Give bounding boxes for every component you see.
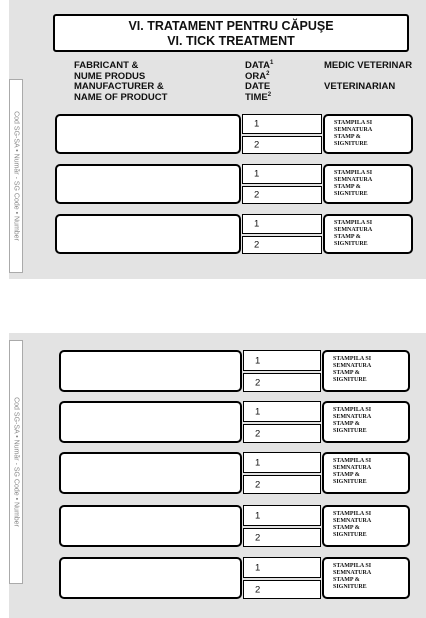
stamp-signature-label: STAMPILA SI bbox=[334, 220, 373, 226]
stamp-signature-label: STAMPILA SI bbox=[333, 407, 372, 413]
date-time-header-line bbox=[245, 93, 273, 104]
manufacturer-header-line: FABRICANT & bbox=[74, 60, 139, 71]
product-name-field[interactable] bbox=[59, 557, 242, 599]
side-code-strip bbox=[9, 79, 23, 273]
product-name-field[interactable] bbox=[55, 114, 241, 154]
stamp-signature-label: SEMNATURA bbox=[333, 414, 372, 420]
manufacturer-header-line: NUME PRODUS bbox=[74, 70, 146, 82]
stamp-signature-label: STAMP & bbox=[333, 370, 360, 376]
date-field-label: 1 bbox=[254, 218, 260, 230]
time-field[interactable] bbox=[243, 424, 321, 443]
date-field[interactable] bbox=[242, 114, 322, 134]
date-time-header-text: TIME bbox=[245, 91, 268, 103]
date-field-label: 1 bbox=[254, 118, 260, 130]
date-field-label: 1 bbox=[255, 562, 261, 573]
time-field-label: 2 bbox=[255, 532, 261, 543]
stamp-signature-label: SIGNITURE bbox=[333, 584, 367, 590]
stamp-signature-label: SIGNITURE bbox=[333, 377, 367, 383]
time-field[interactable] bbox=[243, 475, 321, 494]
stamp-signature-label: STAMP & bbox=[333, 421, 360, 427]
stamp-signature-label: STAMPILA SI bbox=[333, 511, 372, 517]
stamp-signature-field[interactable] bbox=[323, 114, 413, 154]
stamp-signature-field[interactable] bbox=[323, 214, 413, 254]
time-field-label: 2 bbox=[255, 584, 261, 595]
footnote-marker: 2 bbox=[266, 70, 270, 77]
time-field[interactable] bbox=[243, 373, 321, 392]
stamp-signature-label: STAMP & bbox=[333, 472, 360, 478]
footnote-marker: 2 bbox=[267, 91, 272, 98]
stamp-signature-field[interactable] bbox=[322, 557, 410, 599]
product-name-field[interactable] bbox=[55, 164, 241, 204]
date-field[interactable] bbox=[243, 452, 321, 473]
stamp-signature-label: SEMNATURA bbox=[333, 570, 372, 576]
stamp-signature-label: SIGNITURE bbox=[334, 191, 368, 197]
date-field[interactable] bbox=[243, 401, 321, 422]
stamp-signature-label: STAMP & bbox=[333, 525, 360, 531]
stamp-signature-field[interactable] bbox=[322, 452, 410, 494]
stamp-signature-label: SIGNITURE bbox=[333, 532, 367, 538]
stamp-signature-label: STAMP & bbox=[334, 184, 361, 190]
manufacturer-header bbox=[74, 61, 167, 103]
stamp-signature-label: SEMNATURA bbox=[333, 363, 372, 369]
section-title-en: VI. TICK TREATMENT bbox=[167, 34, 295, 48]
product-name-field[interactable] bbox=[59, 401, 242, 443]
stamp-signature-label: SEMNATURA bbox=[333, 465, 372, 471]
stamp-signature-field[interactable] bbox=[322, 505, 410, 547]
time-field-label: 2 bbox=[254, 239, 260, 251]
time-field-label: 2 bbox=[255, 479, 261, 490]
time-field[interactable] bbox=[243, 580, 321, 599]
product-name-field[interactable] bbox=[55, 214, 241, 254]
date-field-label: 1 bbox=[255, 457, 261, 468]
stamp-signature-field[interactable] bbox=[323, 164, 413, 204]
date-field[interactable] bbox=[242, 164, 322, 184]
stamp-signature-label: STAMPILA SI bbox=[333, 356, 372, 362]
side-code-text: Cod SG-SA • Număr - SG Code • Number bbox=[12, 397, 20, 527]
time-field[interactable] bbox=[242, 136, 322, 154]
date-field[interactable] bbox=[242, 214, 322, 234]
stamp-signature-label: SIGNITURE bbox=[333, 479, 367, 485]
date-field[interactable] bbox=[243, 557, 321, 578]
stamp-signature-label: SIGNITURE bbox=[333, 428, 367, 434]
date-time-header-text: ORA bbox=[245, 70, 267, 82]
time-field[interactable] bbox=[242, 186, 322, 204]
manufacturer-header-line: MANUFACTURER & bbox=[74, 81, 164, 92]
date-time-header-text: DATA bbox=[245, 60, 270, 71]
stamp-signature-label: STAMP & bbox=[334, 134, 361, 140]
veterinarian-header bbox=[324, 61, 412, 93]
date-field-label: 1 bbox=[255, 510, 261, 521]
product-name-field[interactable] bbox=[59, 350, 242, 392]
stamp-signature-field[interactable] bbox=[322, 401, 410, 443]
stamp-signature-label: SEMNATURA bbox=[334, 227, 373, 233]
stamp-signature-label: STAMP & bbox=[333, 577, 360, 583]
date-field-label: 1 bbox=[254, 168, 260, 180]
date-time-header bbox=[245, 61, 273, 103]
stamp-signature-label: STAMPILA SI bbox=[333, 563, 372, 569]
stamp-signature-label: STAMPILA SI bbox=[333, 458, 372, 464]
stamp-signature-label: SIGNITURE bbox=[334, 241, 368, 247]
stamp-signature-label: SEMNATURA bbox=[334, 177, 373, 183]
date-field-label: 1 bbox=[255, 355, 261, 366]
stamp-signature-field[interactable] bbox=[322, 350, 410, 392]
stamp-signature-label: STAMPILA SI bbox=[334, 120, 373, 126]
veterinarian-header-line: MEDIC VETERINAR bbox=[324, 60, 413, 71]
section-title bbox=[53, 14, 409, 52]
manufacturer-header-line: NAME OF PRODUCT bbox=[74, 91, 168, 103]
date-field[interactable] bbox=[243, 350, 321, 371]
veterinarian-header-line: VETERINARIAN bbox=[324, 81, 396, 92]
time-field[interactable] bbox=[242, 236, 322, 254]
side-code-text: Cod SG-SA • Număr - SG Code • Number bbox=[12, 111, 20, 241]
time-field-label: 2 bbox=[254, 139, 260, 151]
stamp-signature-label: STAMP & bbox=[334, 234, 361, 240]
stamp-signature-label: SEMNATURA bbox=[334, 127, 373, 133]
product-name-field[interactable] bbox=[59, 452, 242, 494]
product-name-field[interactable] bbox=[59, 505, 242, 547]
side-code-strip bbox=[9, 340, 23, 584]
date-time-header-text: DATE bbox=[245, 81, 271, 92]
stamp-signature-label: SIGNITURE bbox=[334, 141, 368, 147]
date-field-label: 1 bbox=[255, 406, 261, 417]
time-field-label: 2 bbox=[254, 189, 260, 201]
time-field[interactable] bbox=[243, 528, 321, 547]
footnote-marker: 1 bbox=[269, 59, 274, 66]
stamp-signature-label: STAMPILA SI bbox=[334, 170, 373, 176]
time-field-label: 2 bbox=[255, 428, 261, 439]
time-field-label: 2 bbox=[255, 377, 261, 388]
date-field[interactable] bbox=[243, 505, 321, 526]
section-title-ro: VI. TRATAMENT PENTRU CĂPUŞE bbox=[128, 19, 334, 33]
stamp-signature-label: SEMNATURA bbox=[333, 518, 372, 524]
